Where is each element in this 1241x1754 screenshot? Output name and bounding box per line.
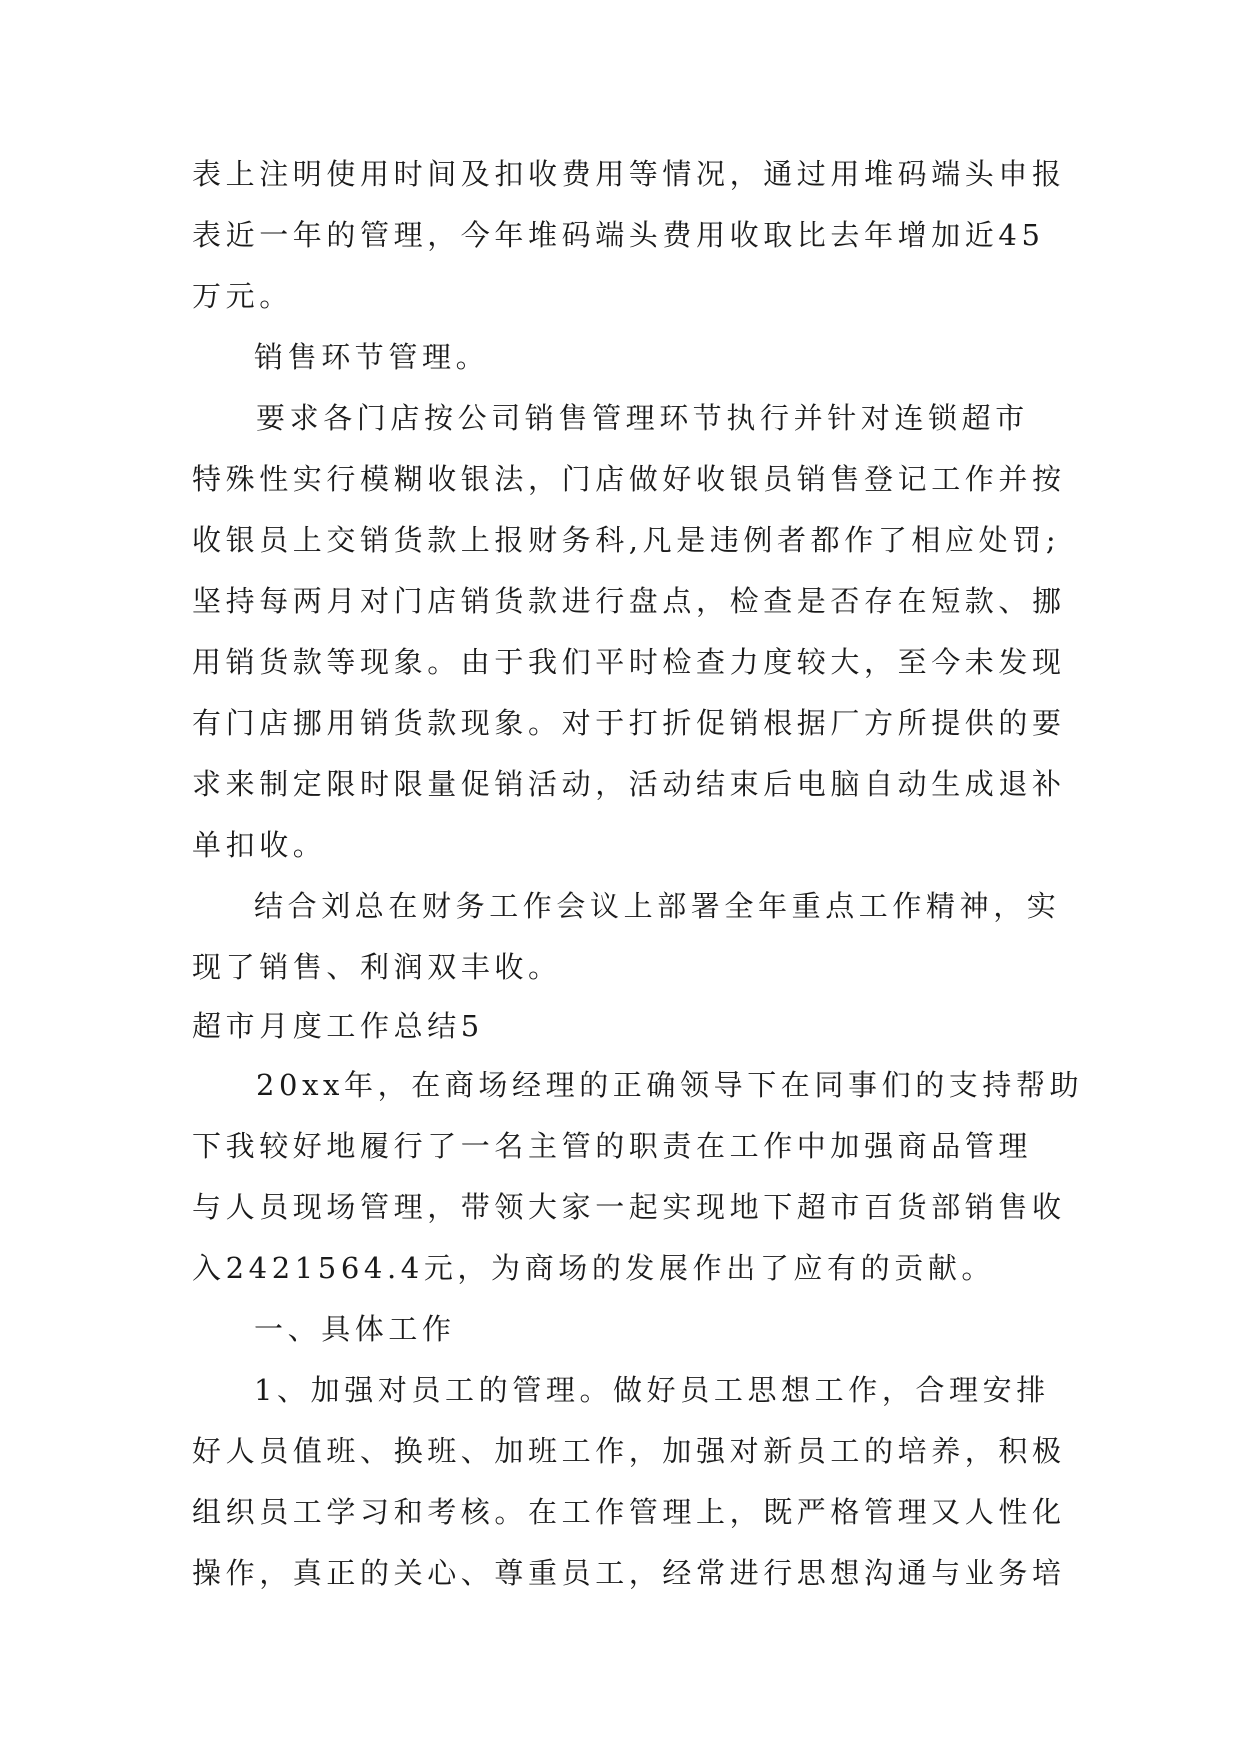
section-heading: 销售环节管理。 <box>254 340 490 374</box>
section-heading: 一、具体工作 <box>254 1312 456 1346</box>
document-page <box>192 157 1084 1620</box>
paragraph-line: 收银员上交销货款上报财务科,凡是违例者都作了相应处罚; <box>192 523 1061 557</box>
paragraph-line: 现了销售、利润双丰收。 <box>192 950 562 984</box>
paragraph-line: 组织员工学习和考核。在工作管理上，既严格管理又人性化 <box>192 1495 1066 1529</box>
paragraph-line: 结合刘总在财务工作会议上部署全年重点工作精神，实 <box>254 889 1061 923</box>
paragraph-line: 好人员值班、换班、加班工作，加强对新员工的培养，积极 <box>192 1434 1066 1468</box>
paragraph-line: 求来制定限时限量促销活动，活动结束后电脑自动生成退补 <box>192 767 1066 801</box>
paragraph-line: 坚持每两月对门店销货款进行盘点，检查是否存在短款、挪 <box>192 584 1066 618</box>
paragraph-line: 表近一年的管理，今年堆码端头费用收取比去年增加近45 <box>192 218 1045 252</box>
paragraph-line: 有门店挪用销货款现象。对于打折促销根据厂方所提供的要 <box>192 706 1066 740</box>
paragraph-line: 特殊性实行模糊收银法，门店做好收银员销售登记工作并按 <box>192 462 1066 496</box>
paragraph-line: 表上注明使用时间及扣收费用等情况，通过用堆码端头申报 <box>192 157 1066 191</box>
paragraph-line: 20xx年，在商场经理的正确领导下在同事们的支持帮助 <box>256 1068 1084 1102</box>
paragraph-line: 下我较好地履行了一名主管的职责在工作中加强商品管理 <box>192 1129 1033 1163</box>
paragraph-line: 用销货款等现象。由于我们平时检查力度较大，至今未发现 <box>192 645 1066 679</box>
document-heading: 超市月度工作总结5 <box>192 1009 484 1043</box>
paragraph-line: 1、加强对员工的管理。做好员工思想工作，合理安排 <box>254 1373 1050 1407</box>
paragraph-line: 万元。 <box>192 279 293 313</box>
paragraph-line: 入2421564.4元，为商场的发展作出了应有的贡献。 <box>192 1251 996 1285</box>
paragraph-line: 与人员现场管理，带领大家一起实现地下超市百货部销售收 <box>192 1190 1066 1224</box>
paragraph-line: 要求各门店按公司销售管理环节执行并针对连锁超市 <box>256 401 1029 435</box>
paragraph-line: 操作，真正的关心、尊重员工，经常进行思想沟通与业务培 <box>192 1556 1066 1590</box>
paragraph-line: 单扣收。 <box>192 828 327 862</box>
